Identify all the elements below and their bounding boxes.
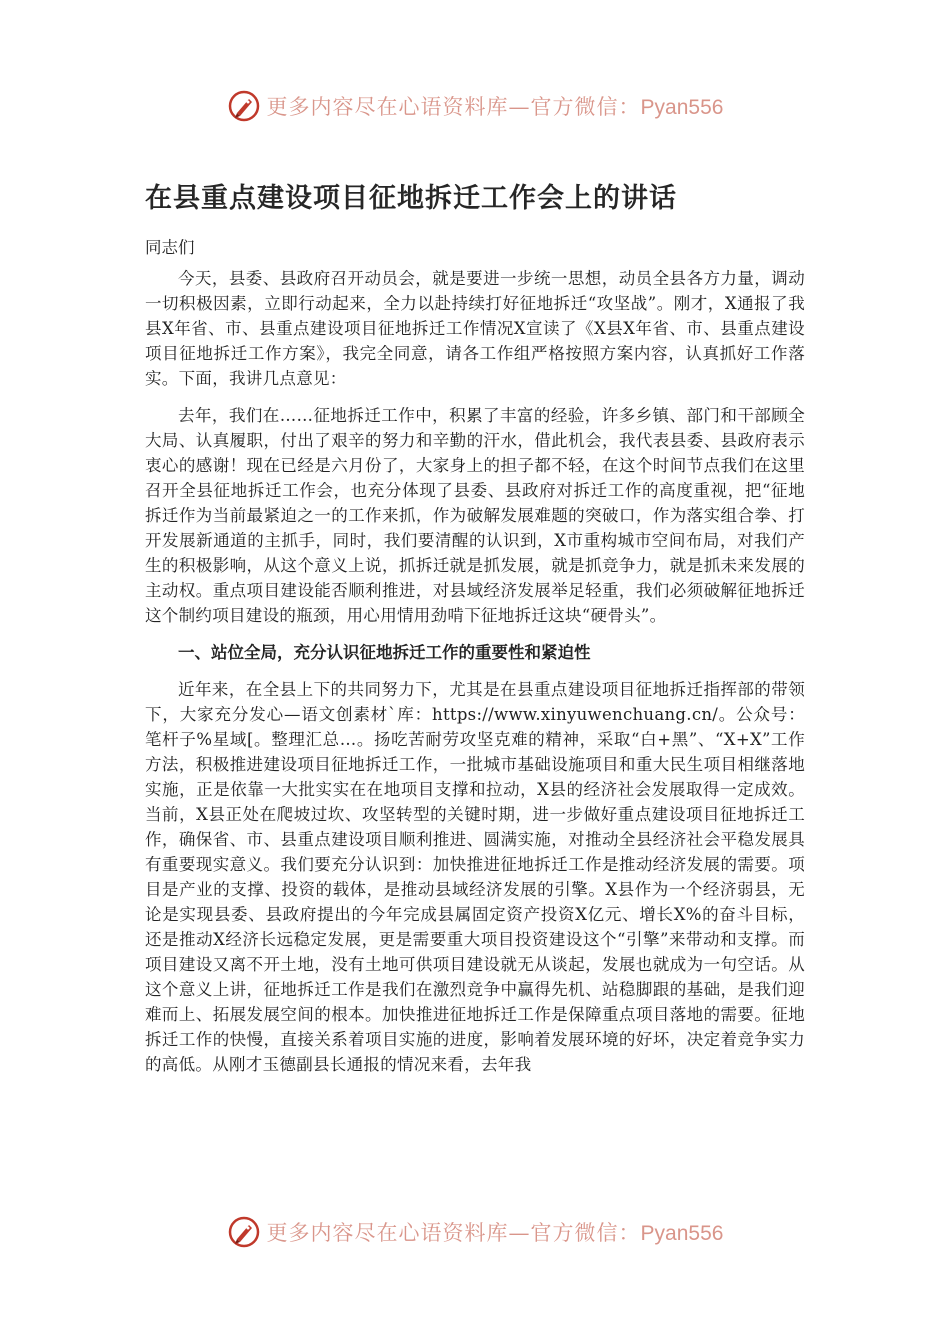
- wechat-id: Pyan556: [640, 1222, 724, 1245]
- salutation: 同志们: [145, 238, 195, 257]
- paragraph-1: 今天，县委、县政府召开动员会，就是要进一步统一思想，动员全县各方力量，调动一切积极因素，立即行动起来，全力以赴持续打好征地拆迁“攻坚战”。刚才，X通报了我县X年省、市、县重点建设项目征地拆迁工作情况X宣读了《X县X年省、市、县重点建设项目征地拆迁工作方案》，我完全同意，请各工作组严格按照方案内容，认真抓好工作落实。下面，我讲几点意见：: [145, 269, 805, 388]
- banner-text: 更多内容尽在心语资料库—官方微信：Pyan556: [266, 1221, 724, 1245]
- footer-banner: [0, 1210, 950, 1254]
- pen-nib-logo-icon: [227, 1215, 261, 1249]
- document-body: [145, 266, 805, 1089]
- banner-text: 更多内容尽在心语资料库—官方微信：Pyan556: [266, 95, 724, 119]
- document-title: 在县重点建设项目征地拆迁工作会上的讲话: [145, 183, 677, 214]
- wechat-id: Pyan556: [640, 96, 724, 119]
- paragraph-2: 去年，我们在……征地拆迁工作中，积累了丰富的经验，许多乡镇、部门和干部顾全大局、认真履职，付出了艰辛的努力和辛勤的汗水，借此机会，我代表县委、县政府表示衷心的感谢！现在已经是六月份了，大家身上的担子都不轻，在这个时间节点我们在这里召开全县征地拆迁工作会，也充分体现了县委、县政府对拆迁工作的高度重视，把“征地拆迁作为当前最紧迫之一的工作来抓，作为破解发展难题的突破口，作为落实组合拳、打开发展新通道的主抓手，同时，我们要清醒的认识到，X市重构城市空间布局，对我们产生的积极影响，从这个意义上说，抓拆迁就是抓发展，就是抓竞争力，就是抓未来发展的主动权。重点项目建设能否顺利推进，对县域经济发展举足轻重，我们必须破解征地拆迁这个制约项目建设的瓶颈，用心用情用劲啃下征地拆迁这块“硬骨头”。: [145, 406, 805, 625]
- section-1-paragraph: 近年来，在全县上下的共同努力下，尤其是在县重点建设项目征地拆迁指挥部的带领下，大家充分发心—语文创素材`库：https://www.xinyuwenchuang.cn/。公众号：笔杆子%星域[。整理汇总…。扬吃苦耐劳攻坚克难的精神，采取“白+黑”、“X+X”工作方法，积极推进建设项目征地拆迁工作，一批城市基础设施项目和重大民生项目相继落地实施，正是依靠一大批实实在在地项目支撑和拉动，X县的经济社会发展取得一定成效。当前，X县正处在爬坡过坎、攻坚转型的关键时期，进一步做好重点建设项目征地拆迁工作，确保省、市、县重点建设项目顺利推进、圆满实施，对推动全县经济社会平稳发展具有重要现实意义。我们要充分认识到：加快推进征地拆迁工作是推动经济发展的需要。项目是产业的支撑、投资的载体，是推动县域经济发展的引擎。X县作为一个经济弱县，无论是实现县委、县政府提出的今年完成县属固定资产投资X亿元、增长X%的奋斗目标，还是推动X经济长远稳定发展，更是需要重大项目投资建设这个“引擎”来带动和支撑。而项目建设又离不开土地，没有土地可供项目建设就无从谈起，发展也就成为一句空话。从这个意义上讲，征地拆迁工作是我们在激烈竞争中赢得先机、站稳脚跟的基础，是我们迎难而上、拓展发展空间的根本。加快推进征地拆迁工作是保障重点项目落地的需要。征地拆迁工作的快慢，直接关系着项目实施的进度，影响着发展环境的好坏，决定着竞争实力的高低。从刚才玉德副县长通报的情况来看，去年我: [145, 680, 805, 1074]
- header-banner: [0, 84, 950, 128]
- section-1-heading: 一、站位全局，充分认识征地拆迁工作的重要性和紧迫性: [178, 643, 591, 662]
- pen-nib-logo-icon: [227, 89, 261, 123]
